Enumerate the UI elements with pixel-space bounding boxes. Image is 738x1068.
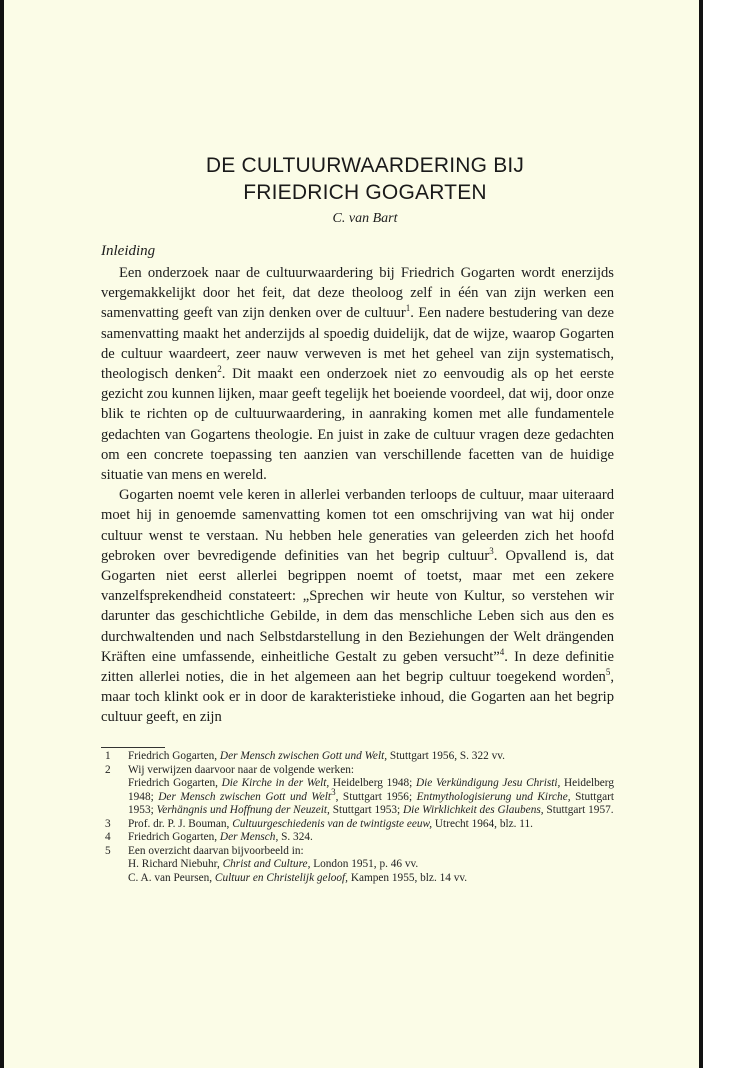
paragraph-2: Gogarten noemt vele keren in allerlei verbanden terloops de cultuur, maar uiteraard moet hij in genoemde samenvatting komen tot een omschrijving van wat hij onder cultuur wenst te verstaan. Nu hebben hele generaties van geleerden zich het hoofd gebroken over bevredigende definities van het begrip cultuur$^3$. Opvallend is, dat Gogarten niet eerst allerlei begrippen noemt of toetst, maar met een zekere vanzelfsprekendheid constateert: „Sprechen wir heute von Kultur, so verstehen wir darunter das geschichtliche Gebilde, in dem das menschliche Leben sich aus den es durchwaltenden und nach Selbstdarstellung in den Beziehungen der Welt drängenden Kräften eine umfassende, einheitliche Gestalt zu geben versucht”$^4$. In deze definitie zitten allerlei noties, die in het algemeen aan het begrip cultuur toegekend worden$^5$, maar toch klinkt ook er in door de karakteristieke inhoud, die Gogarten aan het begrip cultuur geeft, en zijn xyxy=(101,487,615,726)
title-line-2: FRIEDRICH GOGARTEN xyxy=(243,181,487,204)
footnote-ref: 3 xyxy=(489,545,494,556)
section-heading: Inleiding xyxy=(101,243,156,259)
footnote-3: 3 Prof. dr. P. J. Bouman, Cultuurgeschiedenis van de twintigste eeuw, Utrecht 1964, blz. 11. xyxy=(105,817,533,830)
title-line-1: DE CULTUURWAARDERING BIJ xyxy=(205,154,525,177)
footnote-4: 4 Friedrich Gogarten, Der Mensch, S. 324. xyxy=(105,831,313,843)
footnote-ref: 4 xyxy=(499,647,505,657)
footnote-1: 1 Friedrich Gogarten, Der Mensch zwischen Gott und Welt, Stuttgart 1956, S. 322 vv. xyxy=(105,750,505,762)
footnote-ref: 5 xyxy=(605,667,611,678)
paragraph-1: Een onderzoek naar de cultuurwaardering bij Friedrich Gogarten wordt enerzijds vergemakkelijkt door het feit, dat deze theoloog zelf in één van zijn werken een samenvatting geeft van zijn denken over de cultuur$^1$. Een nadere bestudering van deze samenvatting maakt het anderzijds al spoedig duidelijk, dat de wijze, waarop Gogarten de cultuur waardeert, zeer nauw verweven is met het geheel van zijn systematisch, theologisch denken$^2$. Dit maakt een onderzoek niet zo eenvoudig als op het eerste gezicht zou kunnen lijken, maar geeft tegelijk het boeiende voordeel, dat wij, door onze blik te richten op de cultuurwaardering, in aanraking komen met alle fundamentele gedachten van Gogartens theologie. En juist in zake de cultuur vragen deze gedachten om een concrete toepassing ten aanzien van verschillende facetten van de huidige situatie van mens en wereld. xyxy=(101,265,614,484)
footnote-divider xyxy=(101,747,165,748)
footnotes xyxy=(101,750,614,885)
footnote-2: 2 Wij verwijzen daarvoor naar de volgende werken: Friedrich Gogarten, Die Kirche in der Welt, Heidelberg 1948; Die Verkündigung Jesu Christi, Heidelberg 1948; Der Mensch zwischen Gott und Welt$^3$, Stuttgart 1956; Entmythologisierung und Kirche, Stuttgart 1953; Verhängnis und Hoffnung der Neuzeit, Stuttgart 1953; Die Wirklichkeit des Glaubens, Stuttgart 1957. xyxy=(105,763,615,816)
footnote-ref: 2 xyxy=(217,364,222,375)
body-text xyxy=(101,263,614,728)
author: C. van Bart xyxy=(332,211,398,226)
footnote-ref: 1 xyxy=(405,303,411,314)
footnote-5: 5 Een overzicht daarvan bijvoorbeeld in: H. Richard Niebuhr, Christ and Culture, London 1951, p. 46 vv. C. A. van Peursen, Cultuur en Christelijk geloof, Kampen 1955, blz. 14 vv. xyxy=(105,844,468,884)
